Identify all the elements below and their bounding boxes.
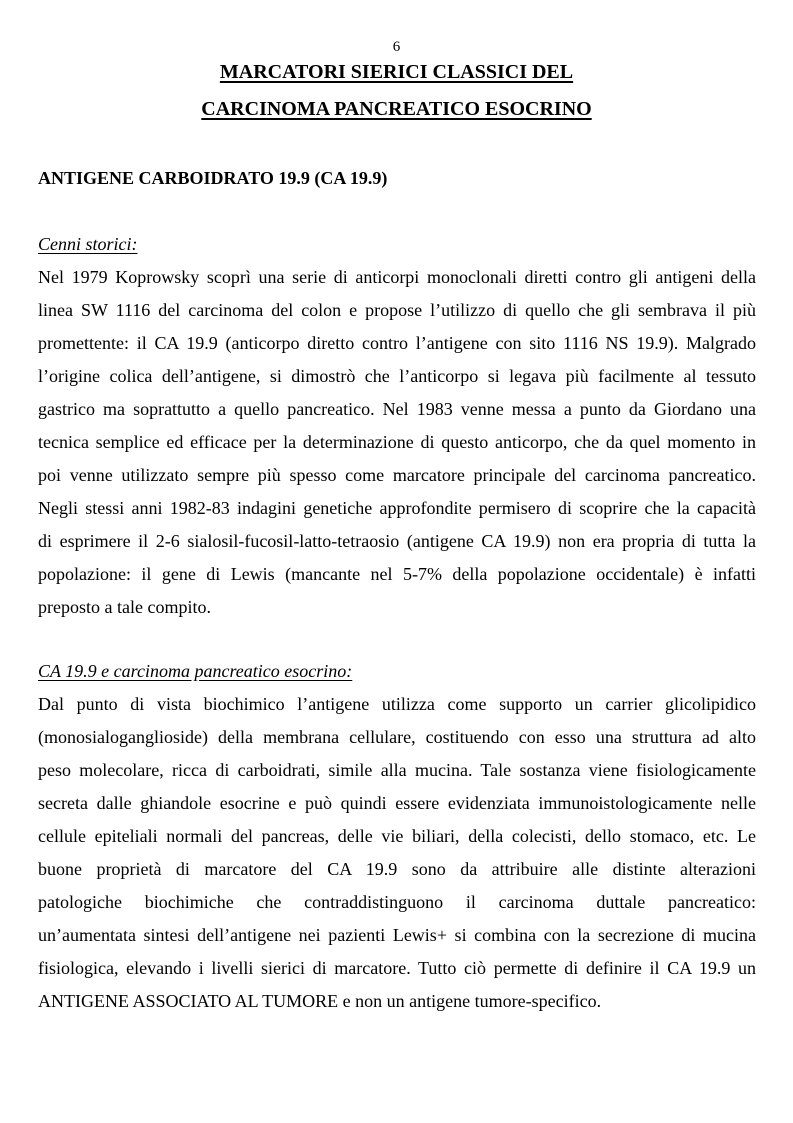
ca199-section-heading: CA 19.9 e carcinoma pancreatico esocrino:: [38, 661, 353, 681]
paragraph-line: (monosialoganglioside) della membrana cellulare, costituendo con esso una struttura ad alto: [38, 727, 756, 747]
paragraph-line: Nel 1979 Koprowsky scoprì una serie di anticorpi monoclonali diretti contro gli antigeni della: [38, 267, 756, 287]
document-title-line-2: CARCINOMA PANCREATICO ESOCRINO: [201, 98, 592, 120]
paragraph-line: poi venne utilizzato sempre più spesso come marcatore principale del carcinoma pancreatico.: [38, 465, 756, 485]
paragraph-line: promettente: il CA 19.9 (anticorpo diretto contro l’antigene con sito 1116 NS 19.9). Malgrado: [38, 333, 756, 353]
paragraph-line: preposto a tale compito.: [38, 597, 211, 617]
paragraph-line: di esprimere il 2-6 sialosil-fucosil-latto-tetraosio (antigene CA 19.9) non era propria di tutta la: [38, 531, 756, 551]
historical-notes-heading: Cenni storici:: [38, 234, 138, 254]
paragraph-line: peso molecolare, ricca di carboidrati, simile alla mucina. Tale sostanza viene fisiologicamente: [38, 760, 756, 780]
section-heading: ANTIGENE CARBOIDRATO 19.9 (CA 19.9): [38, 168, 388, 188]
paragraph-line: l’origine colica dell’antigene, si dimostrò che l’anticorpo si legava più facilmente al tessuto: [38, 366, 756, 386]
paragraph-line: Negli stessi anni 1982-83 indagini genetiche approfondite permisero di scoprire che la capacità: [38, 498, 756, 518]
document-title-line-1: MARCATORI SIERICI CLASSICI DEL: [219, 61, 574, 83]
paragraph-line: Dal punto di vista biochimico l’antigene utilizza come supporto un carrier glicolipidico: [38, 694, 756, 714]
historical-notes-paragraph: [38, 265, 756, 628]
paragraph-line: un’aumentata sintesi dell’antigene nei pazienti Lewis+ si combina con la secrezione di mucina: [38, 925, 756, 945]
page-number: 6: [392, 39, 401, 55]
paragraph-line: ANTIGENE ASSOCIATO AL TUMORE e non un antigene tumore-specifico.: [38, 991, 602, 1011]
paragraph-line: gastrico ma soprattutto a quello pancreatico. Nel 1983 venne messa a punto da Giordano una: [38, 399, 756, 419]
paragraph-line: linea SW 1116 del carcinoma del colon e propose l’utilizzo di quello che gli sembrava il più: [38, 300, 756, 320]
paragraph-line: buone proprietà di marcatore del CA 19.9 sono da attribuire alle distinte alterazioni: [38, 859, 756, 879]
paragraph-line: secreta dalle ghiandole esocrine e può quindi essere evidenziata immunoistologicamente nelle: [38, 793, 756, 813]
paragraph-line: tecnica semplice ed efficace per la determinazione di questo anticorpo, che da quel momento in: [38, 432, 756, 452]
paragraph-line: fisiologica, elevando i livelli sierici di marcatore. Tutto ciò permette di definire il CA 19.9 un: [38, 958, 756, 978]
paragraph-line: cellule epiteliali normali del pancreas, delle vie biliari, della colecisti, dello stomaco, etc. Le: [38, 826, 756, 846]
paragraph-line: popolazione: il gene di Lewis (mancante nel 5-7% della popolazione occidentale) è infatti: [38, 564, 756, 584]
paragraph-line: patologiche biochimiche che contraddistinguono il carcinoma duttale pancreatico:: [38, 892, 756, 912]
ca199-paragraph: [38, 692, 756, 1022]
